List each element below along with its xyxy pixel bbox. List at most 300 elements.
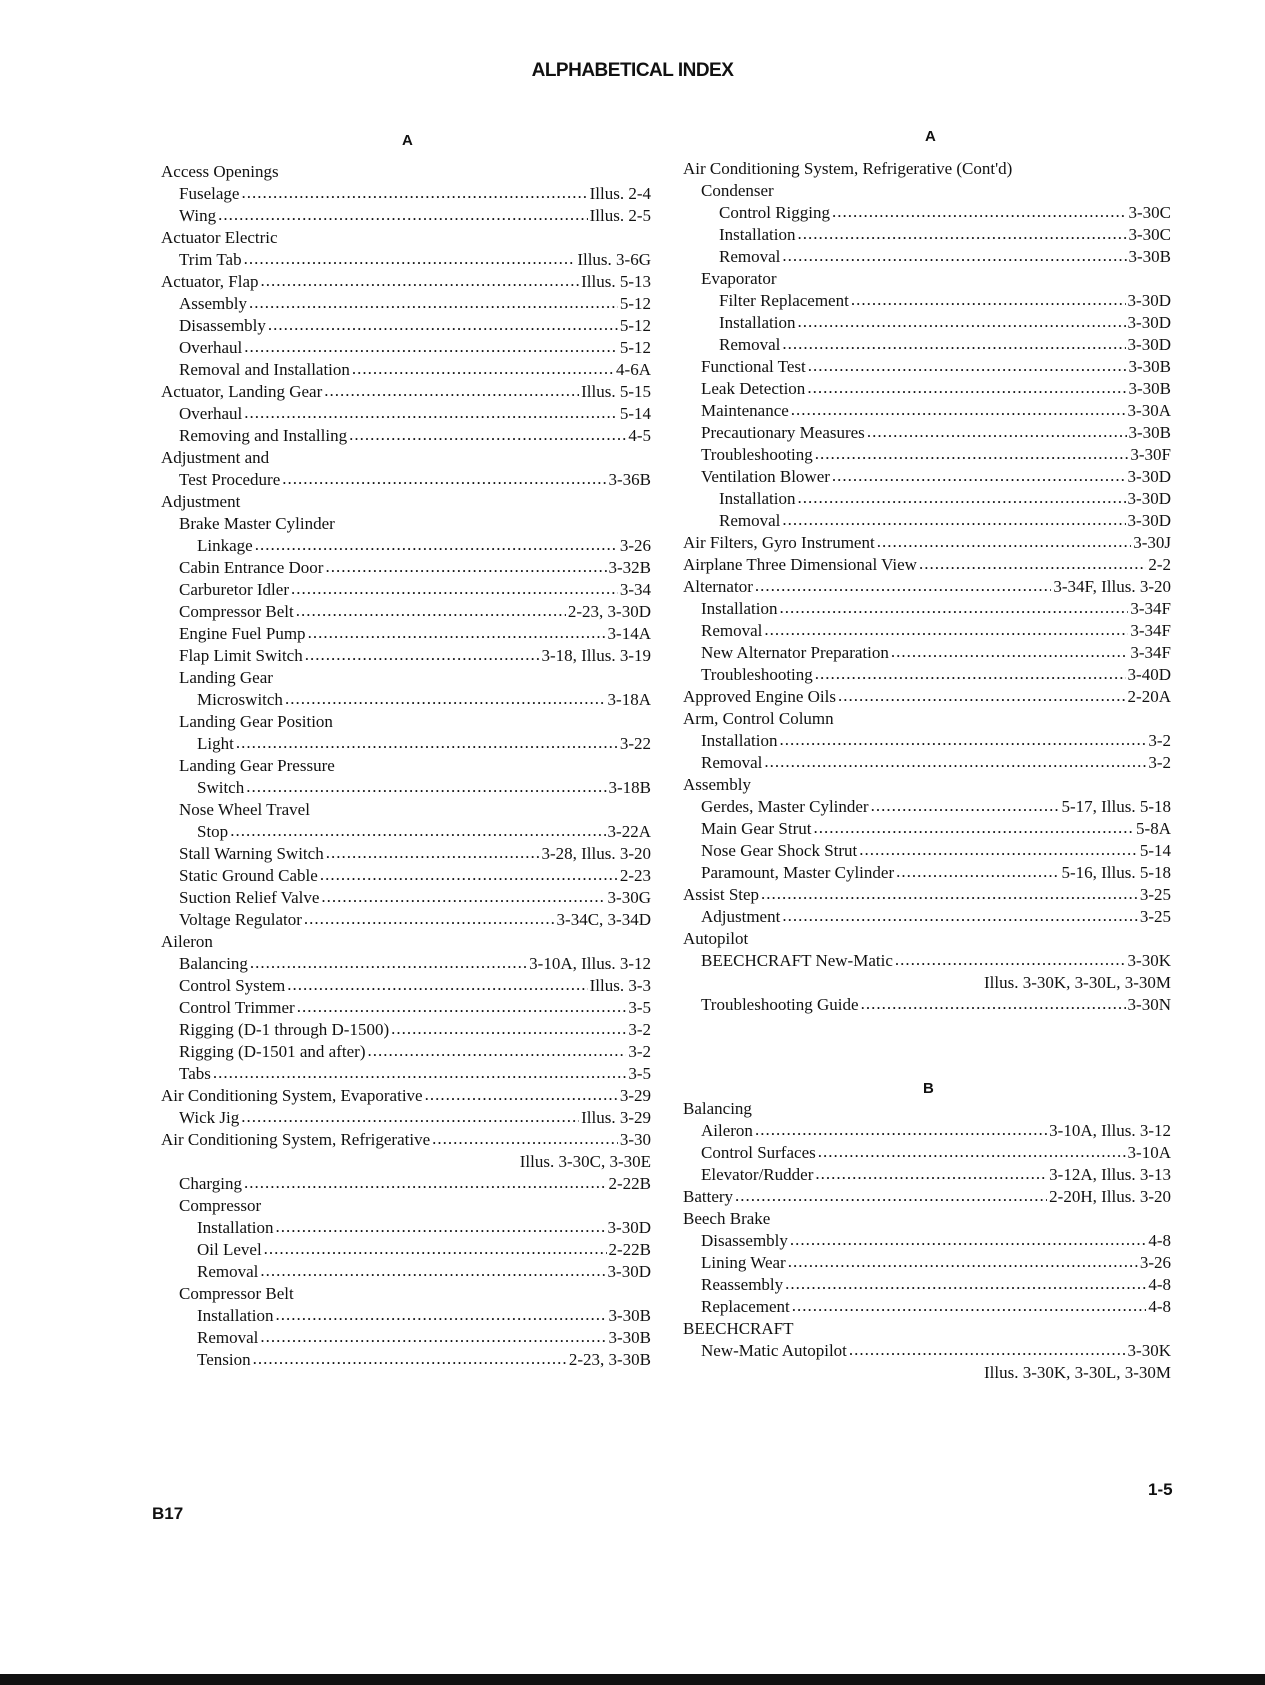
entry-label: Air Conditioning System, Refrigerative <box>161 1130 431 1149</box>
index-entry <box>161 1217 651 1239</box>
dot-leader <box>849 1339 1126 1361</box>
entry-label: Overhaul <box>179 338 243 357</box>
entry-label: Light <box>197 734 234 753</box>
index-entry <box>161 1085 651 1107</box>
entry-label: Adjustment <box>161 492 241 511</box>
entry-page-ref: 3-14A <box>607 624 651 643</box>
entry-page-ref: 5-16, Illus. 5-18 <box>1061 863 1171 882</box>
index-entry <box>683 928 1171 950</box>
entry-page-ref: 4-8 <box>1148 1297 1171 1316</box>
entry-label: Switch <box>197 778 245 797</box>
entry-page-ref: 3-10A, Illus. 3-12 <box>1049 1121 1171 1140</box>
entry-page-ref: 5-12 <box>619 316 651 335</box>
entry-label: Removing and Installing <box>179 426 348 445</box>
entry-page-ref: 3-22 <box>619 734 651 753</box>
entry-label: Access Openings <box>161 162 279 181</box>
entry-label: Assist Step <box>683 885 760 904</box>
entry-page-ref: Illus. 3-29 <box>581 1108 651 1127</box>
entry-page-ref: 3-30A <box>1127 401 1171 420</box>
entry-label: Troubleshooting Guide <box>701 995 859 1014</box>
index-entry <box>161 1173 651 1195</box>
dot-leader <box>325 556 606 578</box>
entry-label: Installation <box>719 313 796 332</box>
entry-page-ref: 3-30B <box>608 1328 651 1347</box>
entry-page-ref: 2-2 <box>1148 555 1171 574</box>
dot-leader <box>815 663 1126 685</box>
entry-page-ref: 3-2 <box>1148 753 1171 772</box>
dot-leader <box>815 443 1129 465</box>
index-entry <box>161 271 651 293</box>
entry-page-ref: 3-30D <box>1127 489 1171 508</box>
entry-page-ref: 3-18B <box>608 778 651 797</box>
entry-label: Alternator <box>683 577 753 596</box>
entry-page-ref: 5-12 <box>619 338 651 357</box>
index-entry <box>683 1274 1171 1296</box>
entry-page-ref: 3-29 <box>619 1086 651 1105</box>
index-entry <box>683 906 1171 928</box>
index-entry <box>161 1107 651 1129</box>
section-letter-a-right: A <box>925 128 936 145</box>
entry-label: Landing Gear Pressure <box>179 756 335 775</box>
index-entry <box>683 158 1171 180</box>
index-entry <box>161 601 651 623</box>
dot-leader <box>230 820 605 842</box>
entry-page-ref: 3-18A <box>607 690 651 709</box>
entry-label: New-Matic Autopilot <box>701 1341 847 1360</box>
entry-page-ref: 4-8 <box>1148 1231 1171 1250</box>
entry-label: Cabin Entrance Door <box>179 558 324 577</box>
entry-label: Removal and Installation <box>179 360 350 379</box>
entry-label: Wing <box>179 206 217 225</box>
index-entry <box>683 312 1171 334</box>
entry-page-ref: 3-30C <box>1128 203 1171 222</box>
dot-leader <box>244 248 576 270</box>
entry-page-ref: 3-18, Illus. 3-19 <box>541 646 651 665</box>
dot-leader <box>815 1163 1047 1185</box>
index-entry <box>161 183 651 205</box>
index-entry <box>683 862 1171 884</box>
index-entry <box>161 1283 651 1305</box>
entry-label: Troubleshooting <box>701 445 813 464</box>
dot-leader <box>275 1304 606 1326</box>
index-entry <box>161 491 651 513</box>
entry-page-ref: 3-34F <box>1130 643 1171 662</box>
entry-label: Installation <box>701 599 778 618</box>
entry-label: Disassembly <box>179 316 266 335</box>
index-entry <box>161 887 651 909</box>
dot-leader <box>326 842 540 864</box>
entry-label: Removal <box>701 621 763 640</box>
index-entry <box>161 447 651 469</box>
dot-leader <box>285 688 606 710</box>
entry-label: Charging <box>179 1174 242 1193</box>
entry-label: Actuator, Landing Gear <box>161 382 323 401</box>
index-entry <box>161 403 651 425</box>
dot-leader <box>213 1062 626 1084</box>
index-entry <box>161 733 651 755</box>
dot-leader <box>919 553 1146 575</box>
dot-leader <box>832 465 1126 487</box>
entry-page-ref: 3-30D <box>607 1218 651 1237</box>
entry-label: Assembly <box>683 775 751 794</box>
dot-leader <box>275 1216 605 1238</box>
footer-code: B17 <box>152 1504 184 1523</box>
entry-label: Compressor <box>179 1196 262 1215</box>
dot-leader <box>797 311 1125 333</box>
dot-leader <box>790 1229 1146 1251</box>
dot-leader <box>807 377 1126 399</box>
entry-label: Ventilation Blower <box>701 467 830 486</box>
entry-page-ref: 3-30K <box>1127 951 1171 970</box>
entry-label: Nose Wheel Travel <box>179 800 310 819</box>
entry-label: Battery <box>683 1187 734 1206</box>
entry-page-ref: 5-14 <box>619 404 651 423</box>
dot-leader <box>236 732 618 754</box>
dot-leader <box>761 883 1138 905</box>
index-entry <box>683 664 1171 686</box>
entry-label: Removal <box>701 753 763 772</box>
section-letter-a-left: A <box>402 132 413 149</box>
entry-label: Test Procedure <box>179 470 281 489</box>
entry-label: Balancing <box>179 954 248 973</box>
index-entry <box>683 334 1171 356</box>
index-entry <box>683 686 1171 708</box>
entry-label: Autopilot <box>683 929 749 948</box>
entry-page-ref: 3-30D <box>1127 335 1171 354</box>
entry-label: Nose Gear Shock Strut <box>701 841 858 860</box>
entry-label: Replacement <box>701 1297 790 1316</box>
dot-leader <box>425 1084 618 1106</box>
entry-label: Landing Gear Position <box>179 712 333 731</box>
entry-page-ref: 3-34F <box>1130 599 1171 618</box>
entry-page-ref: Illus. 3-30K, 3-30L, 3-30M <box>984 973 1171 992</box>
entry-label: Arm, Control Column <box>683 709 834 728</box>
entry-label: Lining Wear <box>701 1253 786 1272</box>
entry-page-ref: 3-32B <box>608 558 651 577</box>
entry-label: Installation <box>719 225 796 244</box>
entry-label: Linkage <box>197 536 253 555</box>
index-entry <box>161 667 651 689</box>
entry-page-ref: 3-30G <box>607 888 651 907</box>
index-entry <box>683 840 1171 862</box>
index-entry <box>161 249 651 271</box>
entry-page-ref: 3-22A <box>607 822 651 841</box>
dot-leader <box>432 1128 618 1150</box>
dot-leader <box>851 289 1126 311</box>
dot-leader <box>788 1251 1138 1273</box>
entry-label: Removal <box>719 511 781 530</box>
entry-label: Installation <box>701 731 778 750</box>
index-entry <box>161 711 651 733</box>
dot-leader <box>871 795 1060 817</box>
entry-label: Balancing <box>683 1099 752 1118</box>
entry-label: Overhaul <box>179 404 243 423</box>
index-entry <box>161 865 651 887</box>
index-entry <box>683 730 1171 752</box>
index-entry <box>161 1063 651 1085</box>
entry-label: Oil Level <box>197 1240 262 1259</box>
entry-page-ref: 3-30K <box>1127 1341 1171 1360</box>
index-entry <box>683 356 1171 378</box>
entry-page-ref: 3-30B <box>1128 423 1171 442</box>
entry-label: Fuselage <box>179 184 240 203</box>
entry-page-ref: 3-30B <box>1128 247 1171 266</box>
entry-label: Aileron <box>701 1121 753 1140</box>
entry-page-ref: 3-28, Illus. 3-20 <box>541 844 651 863</box>
index-entry <box>683 642 1171 664</box>
dot-leader <box>391 1018 626 1040</box>
entry-page-ref: Illus. 5-15 <box>581 382 651 401</box>
index-entry <box>683 950 1171 972</box>
entry-label: Control Surfaces <box>701 1143 816 1162</box>
entry-page-ref: 3-34F, Illus. 3-20 <box>1053 577 1171 596</box>
index-entry <box>683 620 1171 642</box>
index-entry <box>683 774 1171 796</box>
dot-leader <box>260 1260 605 1282</box>
entry-page-ref: 3-30D <box>1127 467 1171 486</box>
entry-page-ref: 3-30N <box>1127 995 1171 1014</box>
dot-leader <box>896 861 1059 883</box>
entry-label: Condenser <box>701 181 774 200</box>
index-entry <box>683 466 1171 488</box>
entry-page-ref: 2-23 <box>619 866 651 885</box>
index-entry <box>161 843 651 865</box>
index-entry <box>683 1186 1171 1208</box>
index-entry <box>683 554 1171 576</box>
dot-leader <box>253 1348 567 1370</box>
entry-label: Approved Engine Oils <box>683 687 836 706</box>
entry-label: Functional Test <box>701 357 806 376</box>
entry-label: Wick Jig <box>179 1108 240 1127</box>
entry-page-ref: 5-17, Illus. 5-18 <box>1061 797 1171 816</box>
entry-page-ref: 2-23, 3-30D <box>567 602 651 621</box>
dot-leader <box>249 292 618 314</box>
index-entry <box>683 1208 1171 1230</box>
index-entry <box>161 557 651 579</box>
dot-leader <box>297 996 627 1018</box>
dot-leader <box>321 886 605 908</box>
entry-label: Control Rigging <box>719 203 830 222</box>
dot-leader <box>367 1040 626 1062</box>
index-entry <box>161 689 651 711</box>
entry-label: Suction Relief Valve <box>179 888 320 907</box>
index-entry <box>161 623 651 645</box>
dot-leader <box>291 578 618 600</box>
entry-page-ref: 2-22B <box>608 1174 651 1193</box>
dot-leader <box>244 402 618 424</box>
entry-label: Evaporator <box>701 269 777 288</box>
entry-page-ref: 2-20A <box>1127 687 1171 706</box>
entry-label: Removal <box>719 335 781 354</box>
index-entry <box>683 1120 1171 1142</box>
index-entry <box>161 1129 651 1151</box>
entry-label: Stop <box>197 822 229 841</box>
index-entry <box>161 579 651 601</box>
entry-label: Actuator Electric <box>161 228 278 247</box>
entry-page-ref: 3-36B <box>608 470 651 489</box>
dot-leader <box>246 776 606 798</box>
index-entry <box>161 953 651 975</box>
index-entry <box>683 598 1171 620</box>
entry-label: Rigging (D-1 through D-1500) <box>179 1020 390 1039</box>
dot-leader <box>241 1106 579 1128</box>
index-entry <box>161 1261 651 1283</box>
index-entry <box>161 513 651 535</box>
entry-label: Voltage Regulator <box>179 910 302 929</box>
dot-leader <box>779 597 1128 619</box>
entry-label: Air Conditioning System, Evaporative <box>161 1086 423 1105</box>
entry-label: Troubleshooting <box>701 665 813 684</box>
entry-label: Carburetor Idler <box>179 580 289 599</box>
entry-label: Paramount, Master Cylinder <box>701 863 895 882</box>
index-entry <box>683 1098 1171 1120</box>
entry-label: Reassembly <box>701 1275 784 1294</box>
index-entry <box>161 931 651 953</box>
entry-label: Actuator, Flap <box>161 272 259 291</box>
index-entry <box>161 755 651 777</box>
entry-page-ref: 3-34 <box>619 580 651 599</box>
index-entry <box>161 227 651 249</box>
dot-leader <box>791 399 1126 421</box>
dot-leader <box>255 534 618 556</box>
entry-label: BEECHCRAFT New-Matic <box>701 951 893 970</box>
dot-leader <box>797 223 1126 245</box>
entry-page-ref: 3-2 <box>628 1042 651 1061</box>
dot-leader <box>838 685 1126 707</box>
index-entry <box>161 1195 651 1217</box>
entry-label: Tension <box>197 1350 251 1369</box>
entry-label: Removal <box>197 1328 259 1347</box>
entry-label: Compressor Belt <box>179 1284 294 1303</box>
entry-label: Elevator/Rudder <box>701 1165 814 1184</box>
index-entry <box>683 532 1171 554</box>
dot-leader <box>891 641 1128 663</box>
index-entry <box>161 777 651 799</box>
entry-page-ref: 3-26 <box>619 536 651 555</box>
index-entries-right-a <box>683 158 1171 1016</box>
dot-leader <box>244 1172 607 1194</box>
index-entry <box>683 752 1171 774</box>
index-entry <box>683 224 1171 246</box>
entry-page-ref: 5-14 <box>1139 841 1171 860</box>
index-entry <box>161 1305 651 1327</box>
dot-leader <box>352 358 614 380</box>
index-entry <box>161 337 651 359</box>
index-entry <box>683 488 1171 510</box>
index-entry <box>683 246 1171 268</box>
entry-page-ref: Illus. 2-5 <box>589 206 651 225</box>
index-entry <box>683 818 1171 840</box>
dot-leader <box>832 201 1127 223</box>
index-entry <box>683 268 1171 290</box>
index-entry <box>683 400 1171 422</box>
dot-leader <box>755 1119 1047 1141</box>
entry-page-ref: 3-30B <box>608 1306 651 1325</box>
dot-leader <box>304 908 555 930</box>
index-entry <box>683 1318 1171 1340</box>
index-entry <box>683 422 1171 444</box>
entry-page-ref: 3-30D <box>607 1262 651 1281</box>
dot-leader <box>305 644 540 666</box>
index-entry <box>683 444 1171 466</box>
dot-leader <box>818 1141 1126 1163</box>
entry-label: Leak Detection <box>701 379 806 398</box>
dot-leader <box>282 468 606 490</box>
index-entry <box>161 1019 651 1041</box>
dot-leader <box>877 531 1132 553</box>
entry-page-ref: Illus. 2-4 <box>589 184 651 203</box>
entry-label: Beech Brake <box>683 1209 771 1228</box>
entry-label: Compressor Belt <box>179 602 294 621</box>
entry-label: Main Gear Strut <box>701 819 812 838</box>
index-entry <box>161 799 651 821</box>
index-entry <box>683 1340 1171 1362</box>
dot-leader <box>287 974 587 996</box>
entry-page-ref: 3-30B <box>1128 357 1171 376</box>
index-entry <box>161 975 651 997</box>
index-entry <box>683 708 1171 730</box>
entry-label: Landing Gear <box>179 668 273 687</box>
index-entry <box>161 1239 651 1261</box>
dot-leader <box>296 600 566 622</box>
dot-leader <box>320 864 618 886</box>
entry-label: Removal <box>197 1262 259 1281</box>
index-entry <box>161 1349 651 1371</box>
entry-label: Removal <box>719 247 781 266</box>
dot-leader <box>895 949 1126 971</box>
entry-label: Air Conditioning System, Refrigerative (Cont'd) <box>683 159 1013 178</box>
index-entry <box>161 381 651 403</box>
dot-leader <box>808 355 1127 377</box>
entry-page-ref: 3-12A, Illus. 3-13 <box>1049 1165 1171 1184</box>
entry-page-ref: 3-40D <box>1127 665 1171 684</box>
index-entry <box>161 535 651 557</box>
entry-label: Aileron <box>161 932 213 951</box>
entry-page-ref: 3-2 <box>628 1020 651 1039</box>
index-entry <box>683 1230 1171 1252</box>
entry-page-ref: 3-5 <box>628 1064 651 1083</box>
entry-page-ref: 3-30C <box>1128 225 1171 244</box>
entry-label: Control System <box>179 976 286 995</box>
index-entries-left <box>161 161 651 1371</box>
index-entry <box>161 293 651 315</box>
index-entry <box>161 469 651 491</box>
index-entry <box>161 997 651 1019</box>
dot-leader <box>792 1295 1147 1317</box>
entry-page-ref: 3-25 <box>1139 907 1171 926</box>
index-entry <box>161 205 651 227</box>
dot-leader <box>782 905 1137 927</box>
index-entry <box>683 1362 1171 1384</box>
entry-label: Microswitch <box>197 690 283 709</box>
index-entry <box>161 425 651 447</box>
entry-label: Control Trimmer <box>179 998 295 1017</box>
dot-leader <box>779 729 1146 751</box>
dot-leader <box>241 182 587 204</box>
index-entry <box>683 1164 1171 1186</box>
entry-page-ref: 3-25 <box>1139 885 1171 904</box>
entry-page-ref: 4-8 <box>1148 1275 1171 1294</box>
entry-page-ref: Illus. 3-30C, 3-30E <box>519 1152 651 1171</box>
entry-page-ref: 3-34F <box>1130 621 1171 640</box>
entry-label: Brake Master Cylinder <box>179 514 335 533</box>
entry-page-ref: 3-30F <box>1130 445 1171 464</box>
entry-page-ref: 3-10A <box>1127 1143 1171 1162</box>
dot-leader <box>308 622 606 644</box>
entry-label: Tabs <box>179 1064 211 1083</box>
entry-page-ref: 2-22B <box>608 1240 651 1259</box>
entry-page-ref: 3-30D <box>1127 313 1171 332</box>
